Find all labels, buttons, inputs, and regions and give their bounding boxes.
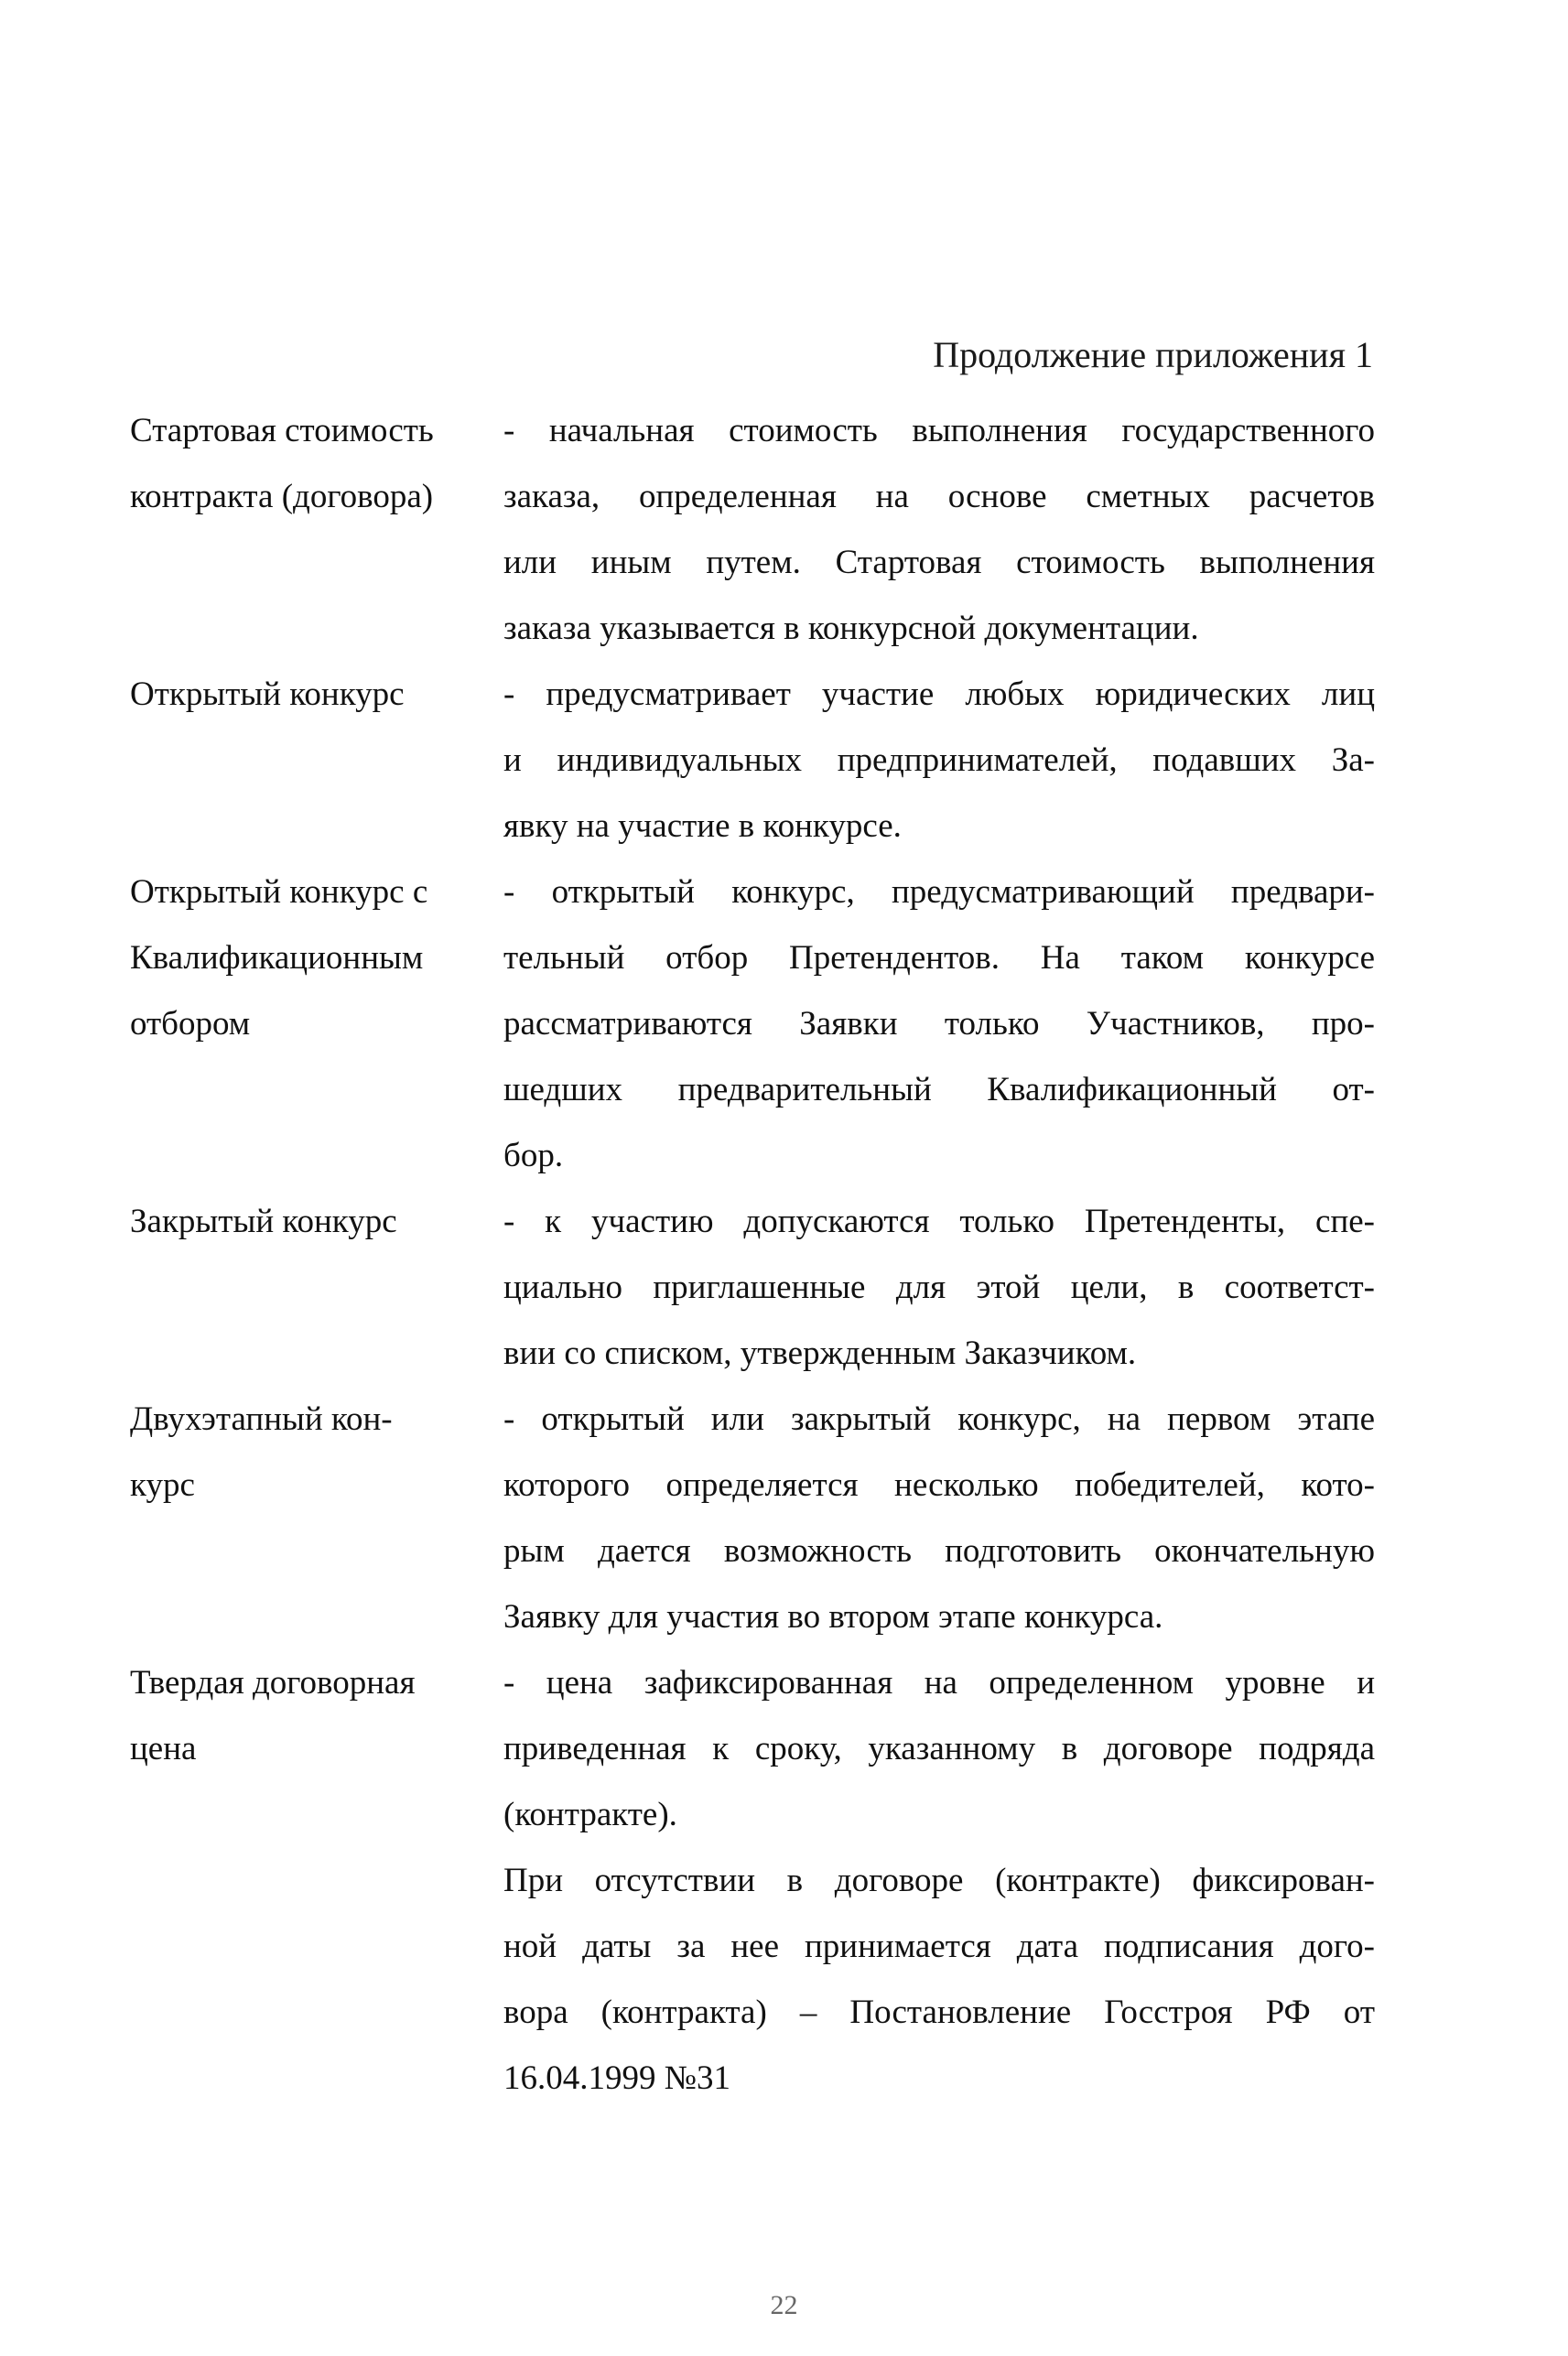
page-header: Продолжение приложения 1 — [933, 334, 1373, 375]
definition-line: (контракте). — [503, 1796, 677, 1833]
definition-line: - предусматривает участие любых юридических лиц — [503, 675, 1375, 713]
term-line: Открытый конкурс с — [130, 873, 428, 911]
glossary-definition — [496, 1650, 1375, 2112]
definition-line: явку на участие в конкурсе. — [503, 807, 902, 845]
definition-line: - к участию допускаются только Претенденты, спе- — [503, 1203, 1375, 1240]
term-line: контракта (договора) — [130, 478, 434, 515]
glossary-term — [130, 1387, 496, 1518]
definition-line: и индивидуальных предпринимателей, подавших За- — [503, 741, 1375, 779]
glossary-definition — [496, 1387, 1375, 1650]
definition-line: рассматриваются Заявки только Участников, про- — [503, 1005, 1375, 1043]
definition-line: ной даты за нее принимается дата подписания дого- — [503, 1928, 1375, 1965]
definition-line: рым дается возможность подготовить окончательную — [503, 1532, 1375, 1570]
glossary-definition — [496, 398, 1375, 662]
definition-line: приведенная к сроку, указанному в договоре подряда — [503, 1730, 1375, 1767]
glossary-entry — [130, 859, 1375, 1189]
definition-paragraph — [503, 662, 1375, 859]
glossary-entry — [130, 1387, 1375, 1650]
definition-line: тельный отбор Претендентов. На таком конкурсе — [503, 939, 1375, 977]
term-line: Твердая договорная — [130, 1664, 416, 1702]
glossary-table — [130, 398, 1375, 2112]
definition-line: - цена зафиксированная на определенном уровне и — [503, 1664, 1375, 1702]
glossary-term — [130, 1189, 496, 1255]
definition-line: вии со списком, утвержденным Заказчиком. — [503, 1335, 1137, 1372]
definition-line: которого определяется несколько победителей, кото- — [503, 1466, 1375, 1504]
definition-line: - открытый или закрытый конкурс, на первом этапе — [503, 1400, 1375, 1438]
definition-line: циально приглашенные для этой цели, в соответст- — [503, 1269, 1375, 1306]
definition-line: вора (контракта) – Постановление Госстроя РФ от — [503, 1994, 1375, 2031]
term-line: Открытый конкурс — [130, 675, 405, 713]
definition-line: - начальная стоимость выполнения государственного — [503, 412, 1375, 449]
definition-line: или иным путем. Стартовая стоимость выполнения — [503, 544, 1375, 581]
definition-line: - открытый конкурс, предусматривающий предвари- — [503, 873, 1375, 911]
term-line: курс — [130, 1466, 195, 1504]
glossary-definition — [496, 662, 1375, 859]
definition-paragraph — [503, 1387, 1375, 1650]
glossary-term — [130, 1650, 496, 1782]
glossary-entry — [130, 398, 1375, 662]
glossary-definition — [496, 859, 1375, 1189]
definition-paragraph — [503, 1650, 1375, 1848]
glossary-term — [130, 398, 496, 530]
page-number: 22 — [770, 2290, 798, 2320]
term-line: отбором — [130, 1005, 251, 1043]
definition-line: шедших предварительный Квалификационный от- — [503, 1071, 1375, 1108]
definition-line: При отсутствии в договоре (контракте) фиксирован- — [503, 1862, 1375, 1899]
term-line: Стартовая стоимость — [130, 412, 434, 449]
glossary-term — [130, 859, 496, 1057]
glossary-entry — [130, 662, 1375, 859]
definition-line: бор. — [503, 1137, 564, 1174]
definition-paragraph — [503, 1848, 1375, 2112]
term-line: цена — [130, 1730, 197, 1767]
glossary-definition — [496, 1189, 1375, 1387]
definition-line: заказа указывается в конкурсной документации. — [503, 610, 1199, 647]
glossary-term — [130, 662, 496, 728]
definition-paragraph — [503, 1189, 1375, 1387]
term-line: Квалификационным — [130, 939, 424, 977]
glossary-entry — [130, 1189, 1375, 1387]
glossary-entry — [130, 1650, 1375, 2112]
definition-paragraph — [503, 859, 1375, 1189]
definition-line: заказа, определенная на основе сметных расчетов — [503, 478, 1375, 515]
definition-paragraph — [503, 398, 1375, 662]
term-line: Закрытый конкурс — [130, 1203, 397, 1240]
definition-line: 16.04.1999 №31 — [503, 2059, 731, 2097]
term-line: Двухэтапный кон- — [130, 1400, 393, 1438]
definition-line: Заявку для участия во втором этапе конкурса. — [503, 1598, 1163, 1636]
